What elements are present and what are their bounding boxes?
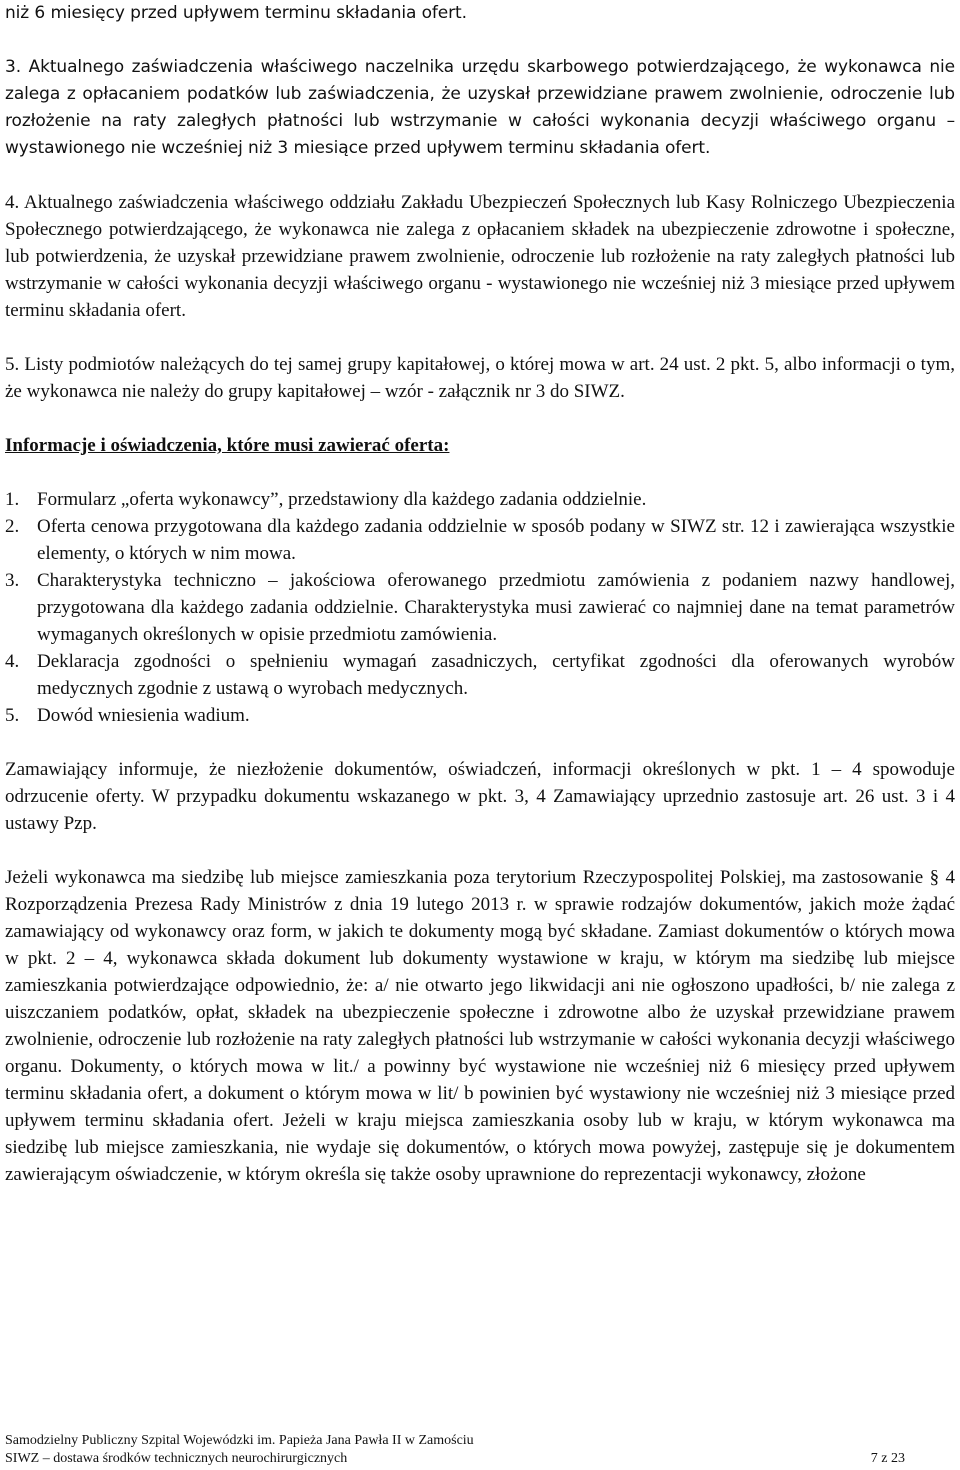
list-item-text: Dowód wniesienia wadium. xyxy=(37,705,250,726)
offer-requirements-list xyxy=(5,486,955,729)
list-item-text: Deklaracja zgodności o spełnieniu wymagań zasadniczych, certyfikat zgodności dla oferowanych wyrobów medycznych zgodnie z ustawą o wyrobach medycznych. xyxy=(37,651,955,699)
list-item-text: Charakterystyka techniczno – jakościowa oferowanego przedmiotu zamówienia z podaniem nazwy handlowej, przygotowana dla każdego zadania oddzielnie. Charakterystyka musi zawierać co najmniej dane na temat parametrów wymaganych określonych w opisie przedmiotu zamówienia. xyxy=(37,570,955,645)
list-item xyxy=(5,702,955,729)
list-item-number: 2. xyxy=(5,516,20,537)
footer-row xyxy=(5,1450,905,1468)
document-item-3: 3. Aktualnego zaświadczenia właściwego naczelnika urzędu skarbowego potwierdzającego, że wykonawca nie zalega z opłacaniem podatków lub zaświadczenia, że uzyskał przewidziane prawem zwolnienie, odroczenie lub rozłożenie na raty zaległych płatności lub wstrzymanie w całości wykonania decyzji właściwego organu – wystawionego nie wcześniej niż 3 miesiące przed upływem terminu składania ofert. xyxy=(5,57,955,158)
footer-institution: Samodzielny Publiczny Szpital Wojewódzki im. Papieża Jana Pawła II w Zamościu xyxy=(5,1433,474,1448)
offer-requirements-heading: Informacje i oświadczenia, które musi zawierać oferta: xyxy=(5,435,450,456)
page-number: 7 z 23 xyxy=(870,1451,905,1466)
footer-subject: SIWZ – dostawa środków technicznych neurochirurgicznych xyxy=(5,1451,348,1466)
list-item-number: 3. xyxy=(5,570,20,591)
list-item xyxy=(5,567,955,648)
continued-line: niż 6 miesięcy przed upływem terminu składania ofert. xyxy=(5,3,467,23)
document-page xyxy=(5,0,955,1188)
list-item xyxy=(5,648,955,702)
list-item-number: 1. xyxy=(5,489,20,510)
list-item-number: 4. xyxy=(5,651,20,672)
list-item xyxy=(5,513,955,567)
page-footer xyxy=(5,1432,905,1468)
list-item xyxy=(5,486,955,513)
list-item-text: Oferta cenowa przygotowana dla każdego zadania oddzielnie w sposób podany w SIWZ str. 12 i zawierająca wszystkie elementy, o których w nim mowa. xyxy=(37,516,955,564)
document-item-4: 4. Aktualnego zaświadczenia właściwego oddziału Zakładu Ubezpieczeń Społecznych lub Kasy Rolniczego Ubezpieczenia Społecznego potwierdzającego, że wykonawca nie zalega z opłacaniem składek na ubezpieczenie zdrowotne i społeczne, lub potwierdzenia, że uzyskał przewidziane prawem zwolnienie, odroczenie lub rozłożenie na raty zaległych płatności lub wstrzymanie w całości wykonania decyzji właściwego organu - wystawionego nie wcześniej niż 3 miesiące przed upływem terminu składania ofert. xyxy=(5,192,955,321)
rejection-notice: Zamawiający informuje, że niezłożenie dokumentów, oświadczeń, informacji określonych w pkt. 1 – 4 spowoduje odrzucenie oferty. W przypadku dokumentu wskazanego w pkt. 3, 4 Zamawiający uprzednio zastosuje art. 26 ust. 3 i 4 ustawy Pzp. xyxy=(5,759,955,834)
list-item-number: 5. xyxy=(5,705,20,726)
list-item-text: Formularz „oferta wykonawcy”, przedstawiony dla każdego zadania oddzielnie. xyxy=(37,489,647,510)
document-item-5: 5. Listy podmiotów należących do tej samej grupy kapitałowej, o której mowa w art. 24 ust. 2 pkt. 5, albo informacji o tym, że wykonawca nie należy do grupy kapitałowej – wzór - załącznik nr 3 do SIWZ. xyxy=(5,354,955,402)
foreign-contractor-paragraph: Jeżeli wykonawca ma siedzibę lub miejsce zamieszkania poza terytorium Rzeczypospolitej Polskiej, ma zastosowanie § 4 Rozporządzenia Prezesa Rady Ministrów z dnia 19 lutego 2013 r. w sprawie rodzajów dokumentów, jakich może żądać zamawiający od wykonawcy oraz form, w jakich te dokumenty mogą być składane. Zamiast dokumentów o których mowa w pkt. 2 – 4, wykonawca składa dokument lub dokumenty wystawione w kraju, w którym ma siedzibę lub miejsce zamieszkania potwierdzające odpowiednio, że: a/ nie otwarto jego likwidacji ani nie ogłoszono upadłości, b/ nie zalega z uiszczaniem podatków, opłat, składek na ubezpieczenie społeczne i zdrowotne albo że uzyskał przewidziane prawem zwolnienie, odroczenie lub rozłożenie na raty zaległych płatności lub wstrzymanie w całości wykonania decyzji właściwego organu. Dokumenty, o których mowa w lit./ a powinny być wystawione nie wcześniej niż 6 miesięcy przed upływem terminu składania ofert, a dokument o którym mowa w lit/ b powinien być wystawiony nie wcześniej niż 3 miesiące przed upływem terminu składania ofert. Jeżeli w kraju miejsca zamieszkania osoby lub w kraju, w którym wykonawca ma siedzibę lub miejsce zamieszkania, nie wydaje się dokumentów, o których mowa powyżej, zastępuje się je dokumentem zawierającym oświadczenie, w którym określa się także osoby uprawnione do reprezentacji wykonawcy, złożone xyxy=(5,867,955,1185)
